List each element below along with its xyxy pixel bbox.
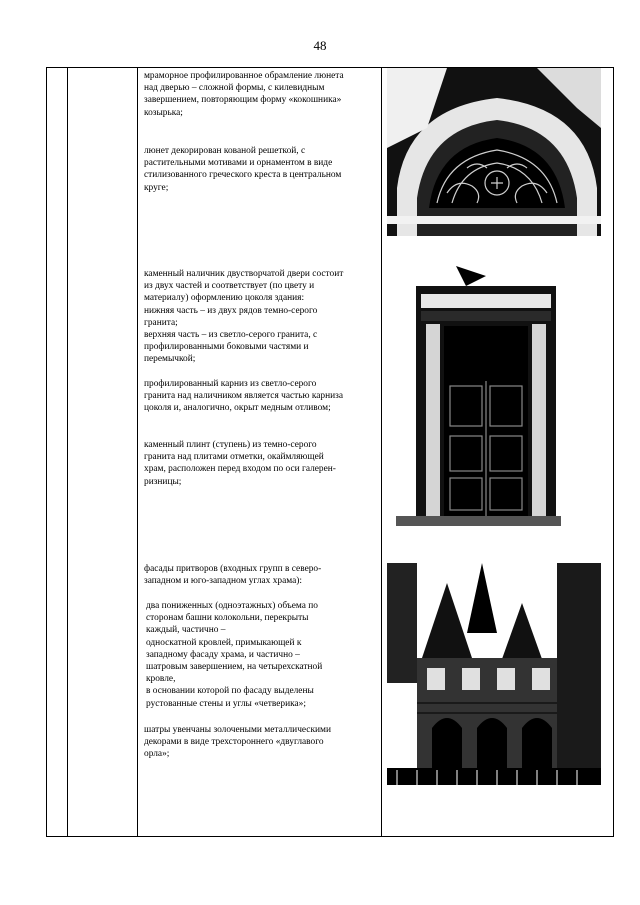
column-divider [137, 68, 138, 836]
text-block: фасады притворов (входных групп в северо- западном и юго-западном углах храма): [144, 564, 322, 587]
text-block: два пониженных (одноэтажных) объема по сторонам башни колокольни, перекрыты каждый, частично – односкатной кровлей, примыкающей к западному фасаду храма, и частично – шатровым завершением, на четырехскатной кровле, в основании которой по фасаду выделены рустованные стены и углы «четверика»; [146, 601, 323, 709]
text-block: каменный плинт (ступень) из темно-серого гранита над плитами отметки, окаймляющей храм, расположен перед входом по оси галерен- ризницы; [144, 440, 336, 487]
lunette-photo [387, 68, 601, 236]
text-block: профилированный карниз из светло-серого гранита над наличником является частью карниза цоколя и, аналогично, окрыт медным отливом; [144, 379, 344, 414]
church-porch-photo [387, 563, 601, 785]
page-number: 48 [313, 38, 327, 53]
door-photo [396, 266, 561, 526]
text-block: шатры увенчаны золочеными металлическими декорами в виде трехстороннего «двуглавого орла»; [144, 725, 331, 760]
text-block: мраморное профилированное обрамление люнета над дверью – сложной формы, с килевидным завершением, повторяющим форму «кокошника» козырька; [144, 71, 344, 118]
text-block: люнет декорирован кованой решеткой, с растительными мотивами и орнаментом в виде стилизованного греческого креста в центральном круге; [144, 146, 342, 193]
text-block: каменный наличник двустворчатой двери состоит из двух частей и соответствует (по цвету и материалу) оформлению цоколя здания: нижняя часть – из двух рядов темно-серого гранита; верхняя часть – из светло-серого гранита, с профилированными боковыми частями и перемычкой; [144, 269, 344, 365]
column-divider [381, 68, 382, 836]
column-divider [67, 68, 68, 836]
